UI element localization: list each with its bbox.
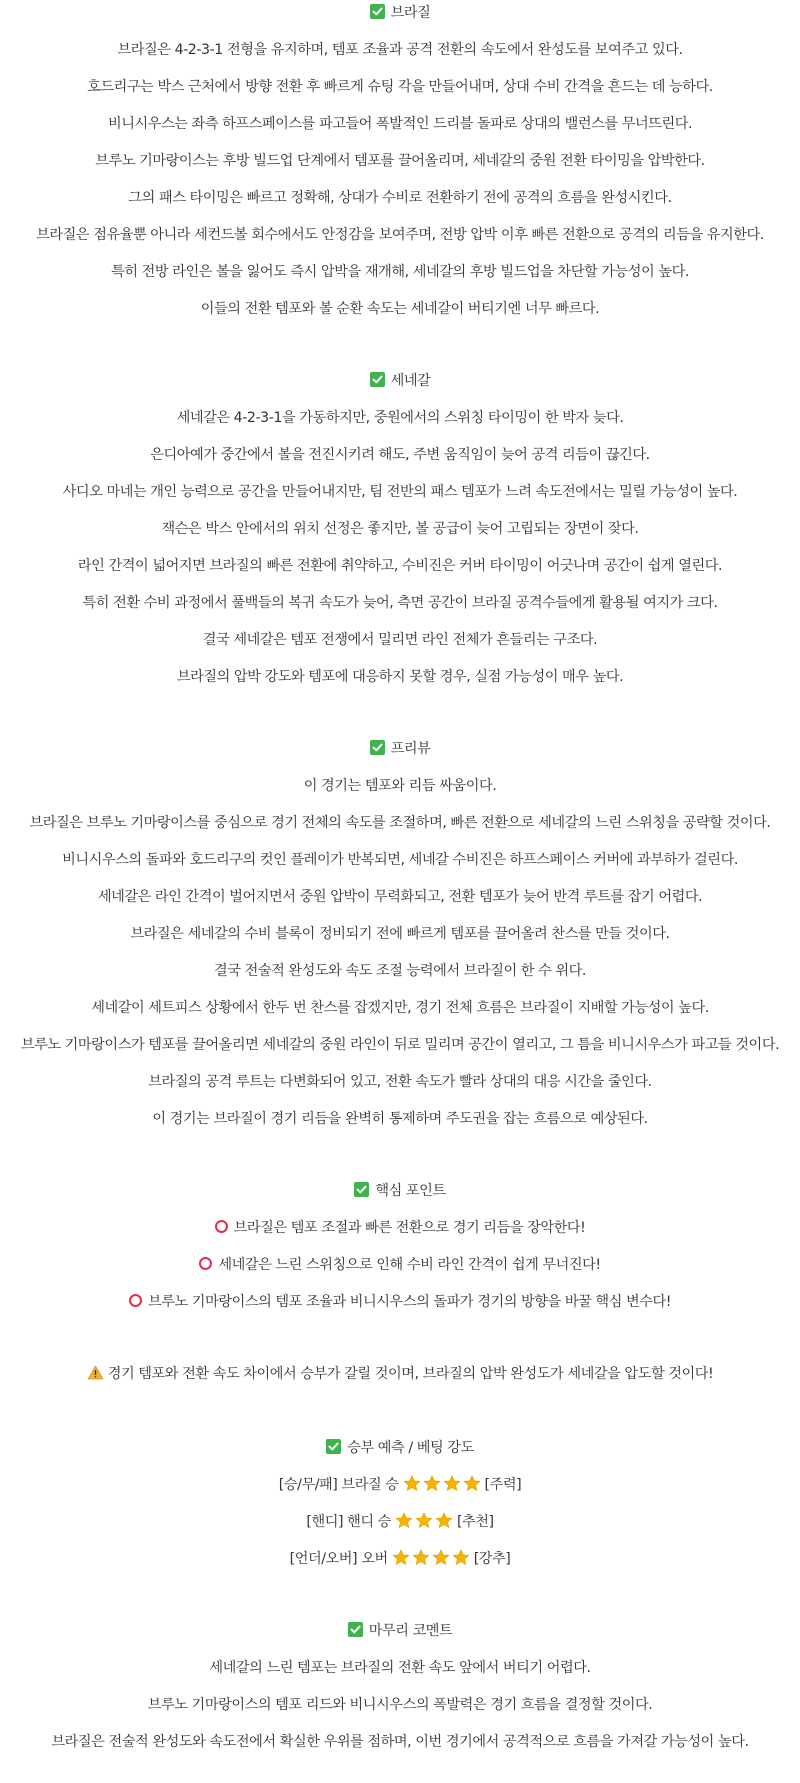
paragraph-line: 브라질의 압박 강도와 템포에 대응하지 못할 경우, 실점 가능성이 매우 높다. xyxy=(176,669,624,685)
star-icon xyxy=(395,1512,413,1529)
star-icon xyxy=(412,1549,430,1566)
key-point-item xyxy=(0,1255,800,1292)
section-heading xyxy=(0,739,800,776)
section-preview xyxy=(0,739,800,1146)
star-icon xyxy=(452,1549,470,1566)
paragraph-line: 비니시우스는 좌측 하프스페이스를 파고들어 폭발적인 드리블 돌파로 상대의 밸런스를 무너뜨린다. xyxy=(107,116,693,132)
paragraph-line: 그의 패스 타이밍은 빠르고 정확해, 상대가 수비로 전환하기 전에 공격의 흐름을 완성시킨다. xyxy=(128,190,672,206)
bet-line xyxy=(0,1475,800,1512)
key-point-text: 세네갈은 느린 스위칭으로 인해 수비 라인 간격이 쉽게 무너진다! xyxy=(218,1257,601,1273)
check-mark-icon xyxy=(326,1439,341,1454)
bet-tag: [강추] xyxy=(473,1551,511,1567)
section-title: 프리뷰 xyxy=(390,741,431,757)
star-icon xyxy=(403,1475,421,1492)
bet-label: [승/무/패] 브라질 승 xyxy=(278,1477,399,1493)
section-title: 마무리 코멘트 xyxy=(368,1623,453,1639)
star-rating xyxy=(402,1475,482,1496)
bet-line xyxy=(0,1512,800,1549)
paragraph-line: 브라질은 브루노 기마랑이스를 중심으로 경기 전체의 속도를 조절하며, 빠른 전환으로 세네갈의 느린 스위칭을 공략할 것이다. xyxy=(29,815,771,831)
paragraph-line: 세네갈이 세트피스 상황에서 한두 번 찬스를 잡겠지만, 경기 전체 흐름은 브라질이 지배할 가능성이 높다. xyxy=(91,1000,709,1016)
paragraph-line: 브루노 기마랑이스가 템포를 끌어올리면 세네갈의 중원 라인이 뒤로 밀리며 공간이 열리고, 그 틈을 비니시우스가 파고들 것이다. xyxy=(20,1037,780,1053)
paragraph-line: 은디아예가 중간에서 볼을 전진시키려 해도, 주변 움직임이 늦어 공격 리듬이 끊긴다. xyxy=(150,447,650,463)
paragraph-line: 브라질은 4-2-3-1 전형을 유지하며, 템포 조율과 공격 전환의 속도에서 완성도를 보여주고 있다. xyxy=(117,42,683,58)
warning-icon xyxy=(87,1365,104,1380)
section-heading xyxy=(0,3,800,40)
star-icon xyxy=(392,1549,410,1566)
star-icon xyxy=(463,1475,481,1492)
star-icon xyxy=(423,1475,441,1492)
bet-label: [핸디] 핸디 승 xyxy=(306,1514,391,1530)
paragraph-line: 브라질은 세네갈의 수비 블록이 정비되기 전에 빠르게 템포를 끌어올려 찬스를 만들 것이다. xyxy=(130,926,670,942)
key-point-text: 브루노 기마랑이스의 템포 조율과 비니시우스의 돌파가 경기의 방향을 바꿀 핵심 변수다! xyxy=(147,1294,672,1310)
check-mark-icon xyxy=(370,740,385,755)
paragraph-line: 이 경기는 브라질이 경기 리듬을 완벽히 통제하며 주도권을 잡는 흐름으로 예상된다. xyxy=(152,1111,648,1127)
section-key-points xyxy=(0,1181,800,1329)
red-circle-icon xyxy=(129,1294,142,1307)
paragraph-line: 브라질의 공격 루트는 다변화되어 있고, 전환 속도가 빨라 상대의 대응 시간을 줄인다. xyxy=(148,1074,652,1090)
section-title: 세네갈 xyxy=(390,373,431,389)
section-warning xyxy=(0,1364,800,1401)
paragraph-line: 사디오 마네는 개인 능력으로 공간을 만들어내지만, 팀 전반의 패스 템포가 느려 속도전에서는 밀릴 가능성이 높다. xyxy=(62,484,738,500)
star-rating xyxy=(394,1512,454,1533)
bet-tag: [추천] xyxy=(456,1514,494,1530)
bet-line xyxy=(0,1549,800,1586)
check-mark-icon xyxy=(354,1182,369,1197)
paragraph-line: 브루노 기마랑이스는 후방 빌드업 단계에서 템포를 끌어올리며, 세네갈의 중원 전환 타이밍을 압박한다. xyxy=(95,153,705,169)
paragraph-line: 비니시우스의 돌파와 호드리구의 컷인 플레이가 반복되면, 세네갈 수비진은 하프스페이스 커버에 과부하가 걸린다. xyxy=(62,852,738,868)
paragraph-line: 브라질은 전술적 완성도와 속도전에서 확실한 우위를 점하며, 이번 경기에서 공격적으로 흐름을 가져갈 가능성이 높다. xyxy=(51,1734,749,1750)
star-rating xyxy=(391,1549,471,1570)
paragraph-line: 특히 전방 라인은 볼을 잃어도 즉시 압박을 재개해, 세네갈의 후방 빌드업을 차단할 가능성이 높다. xyxy=(111,264,689,280)
check-mark-icon xyxy=(370,372,385,387)
paragraph-line: 세네갈의 느린 템포는 브라질의 전환 속도 앞에서 버티기 어렵다. xyxy=(209,1660,591,1676)
key-point-item xyxy=(0,1218,800,1255)
warning-line xyxy=(0,1364,800,1401)
section-brazil xyxy=(0,3,800,336)
check-mark-icon xyxy=(370,4,385,19)
red-circle-icon xyxy=(199,1257,212,1270)
paragraph-line: 이 경기는 템포와 리듬 싸움이다. xyxy=(303,778,497,794)
star-icon xyxy=(435,1512,453,1529)
section-title: 핵심 포인트 xyxy=(375,1183,446,1199)
section-heading xyxy=(0,371,800,408)
paragraph-line: 브라질은 점유율뿐 아니라 세컨드볼 회수에서도 안정감을 보여주며, 전방 압박 이후 빠른 전환으로 공격의 리듬을 유지한다. xyxy=(36,227,764,243)
warning-text: 경기 템포와 전환 속도 차이에서 승부가 갈릴 것이며, 브라질의 압박 완성도가 세네갈을 압도할 것이다! xyxy=(107,1366,714,1382)
star-icon xyxy=(443,1475,461,1492)
paragraph-line: 잭슨은 박스 안에서의 위치 선정은 좋지만, 볼 공급이 늦어 고립되는 장면이 잦다. xyxy=(161,521,639,537)
key-point-item xyxy=(0,1292,800,1329)
section-senegal xyxy=(0,371,800,704)
paragraph-line: 결국 전술적 완성도와 속도 조절 능력에서 브라질이 한 수 위다. xyxy=(214,963,586,979)
star-icon xyxy=(415,1512,433,1529)
star-icon xyxy=(432,1549,450,1566)
bet-tag: [주력] xyxy=(484,1477,522,1493)
paragraph-line: 세네갈은 라인 간격이 벌어지면서 중원 압박이 무력화되고, 전환 템포가 늦어 반격 루트를 잡기 어렵다. xyxy=(97,889,703,905)
section-heading xyxy=(0,1181,800,1218)
paragraph-line: 호드리구는 박스 근처에서 방향 전환 후 빠르게 슈팅 각을 만들어내며, 상대 수비 간격을 흔드는 데 능하다. xyxy=(87,79,713,95)
paragraph-line: 라인 간격이 넓어지면 브라질의 빠른 전환에 취약하고, 수비진은 커버 타이밍이 어긋나며 공간이 쉽게 열린다. xyxy=(77,558,723,574)
section-heading xyxy=(0,1621,800,1658)
section-heading xyxy=(0,1438,800,1475)
section-closing xyxy=(0,1621,800,1769)
paragraph-line: 세네갈은 4-2-3-1을 가동하지만, 중원에서의 스위칭 타이밍이 한 박자 늦다. xyxy=(176,410,624,426)
paragraph-line: 특히 전환 수비 과정에서 풀백들의 복귀 속도가 늦어, 측면 공간이 브라질 공격수들에게 활용될 여지가 크다. xyxy=(82,595,718,611)
paragraph-line: 브루노 기마랑이스의 템포 리드와 비니시우스의 폭발력은 경기 흐름을 결정할 것이다. xyxy=(147,1697,653,1713)
section-title: 브라질 xyxy=(390,5,431,21)
paragraph-line: 결국 세네갈은 템포 전쟁에서 밀리면 라인 전체가 흔들리는 구조다. xyxy=(202,632,598,648)
red-circle-icon xyxy=(215,1220,228,1233)
bet-label: [언더/오버] 오버 xyxy=(289,1551,388,1567)
section-title: 승부 예측 / 베팅 강도 xyxy=(347,1440,474,1456)
section-prediction xyxy=(0,1438,800,1586)
paragraph-line: 이들의 전환 템포와 볼 순환 속도는 세네갈이 버티기엔 너무 빠르다. xyxy=(200,301,600,317)
check-mark-icon xyxy=(348,1622,363,1637)
key-point-text: 브라질은 템포 조절과 빠른 전환으로 경기 리듬을 장악한다! xyxy=(233,1220,586,1236)
